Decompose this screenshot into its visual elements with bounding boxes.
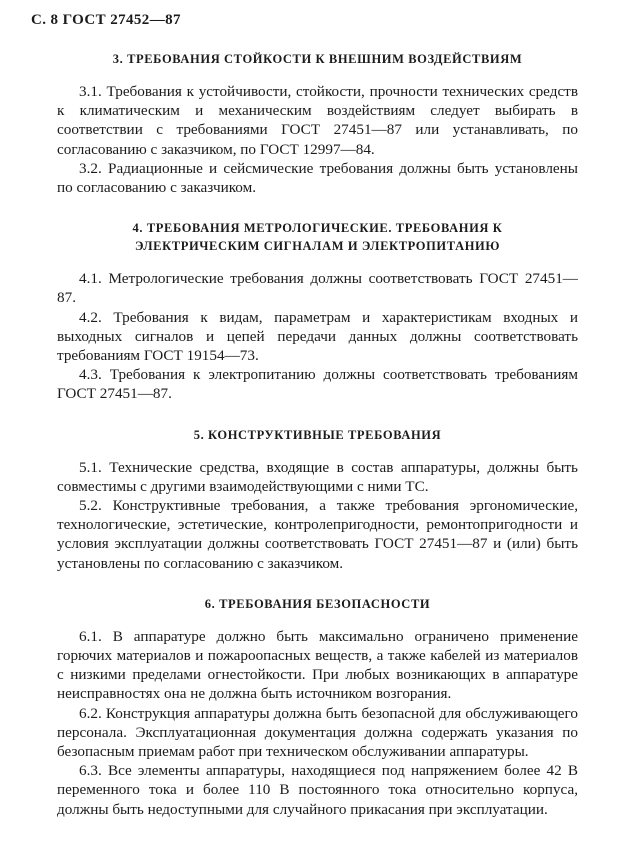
section-heading: 4. ТРЕБОВАНИЯ МЕТРОЛОГИЧЕСКИЕ. ТРЕБОВАНИЯ К (132, 221, 503, 236)
paragraph-6-2: 6.2. Конструкция аппаратуры должна быть безопасной для обслуживающего персонала. Эксплуатационная документация должна содержать указания по безопасным приемам работ при техническом обслуживании аппаратуры. (57, 704, 578, 761)
section-heading: 6. ТРЕБОВАНИЯ БЕЗОПАСНОСТИ (204, 596, 431, 611)
section-3 (57, 50, 578, 197)
paragraph-4-1: 4.1. Метрологические требования должны соответствовать ГОСТ 27451—87. (57, 270, 578, 307)
paragraph-5-2: 5.2. Конструктивные требования, а также требования эргономические, технологические, эстетические, контролепригодности, ремонтопригодности и условия эксплуатации должны соответствовать ГОСТ 27451—87 и (или) быть установлены по согласованию с заказчиком. (57, 497, 578, 572)
section-heading-line-2: ЭЛЕКТРИЧЕСКИМ СИГНАЛАМ И ЭЛЕКТРОПИТАНИЮ (134, 239, 501, 254)
section-5 (57, 426, 578, 573)
paragraph-6-3: 6.3. Все элементы аппаратуры, находящиеся под напряжением более 42 В переменного тока и более 110 В постоянного тока относительно корпуса, должны быть недоступными для случайного прикасания при эксплуатации. (57, 762, 578, 818)
section-heading: 5. КОНСТРУКТИВНЫЕ ТРЕБОВАНИЯ (193, 427, 442, 442)
paragraph-4-3: 4.3. Требования к электропитанию должны соответствовать требованиям ГОСТ 27451—87. (57, 366, 578, 403)
paragraph-5-1: 5.1. Технические средства, входящие в состав аппаратуры, должны быть совместимы с другими взаимодействующими с ними ТС. (57, 458, 578, 495)
paragraph-4-2: 4.2. Требования к видам, параметрам и характеристикам входных и выходных сигналов и цепей передачи данных должны соответствовать требованиям ГОСТ 19154—73. (57, 308, 578, 365)
paragraph-3-2: 3.2. Радиационные и сейсмические требования должны быть установлены по согласованию с заказчиком. (57, 159, 578, 197)
page-header: С. 8 ГОСТ 27452—87 (31, 12, 181, 28)
section-heading: 3. ТРЕБОВАНИЯ СТОЙКОСТИ К ВНЕШНИМ ВОЗДЕЙСТВИЯМ (112, 52, 523, 66)
section-4 (57, 219, 578, 403)
paragraph-3-1: 3.1. Требования к устойчивости, стойкости, прочности технических средств к климатическим и механическим воздействиям следует выбирать в соответствии с требованиями ГОСТ 27451—87 или устанавливать, по согласованию с заказчиком, по ГОСТ 12997—84. (57, 83, 578, 158)
paragraph-6-1: 6.1. В аппаратуре должно быть максимально ограничено применение горючих материалов и пожароопасных веществ, а также кабелей из материалов с низкими пределами огнестойкости. При любых возникающих в аппаратуре неисправностях она не должна быть источником возгорания. (57, 627, 578, 703)
section-6 (57, 595, 578, 819)
document-body (57, 50, 578, 819)
